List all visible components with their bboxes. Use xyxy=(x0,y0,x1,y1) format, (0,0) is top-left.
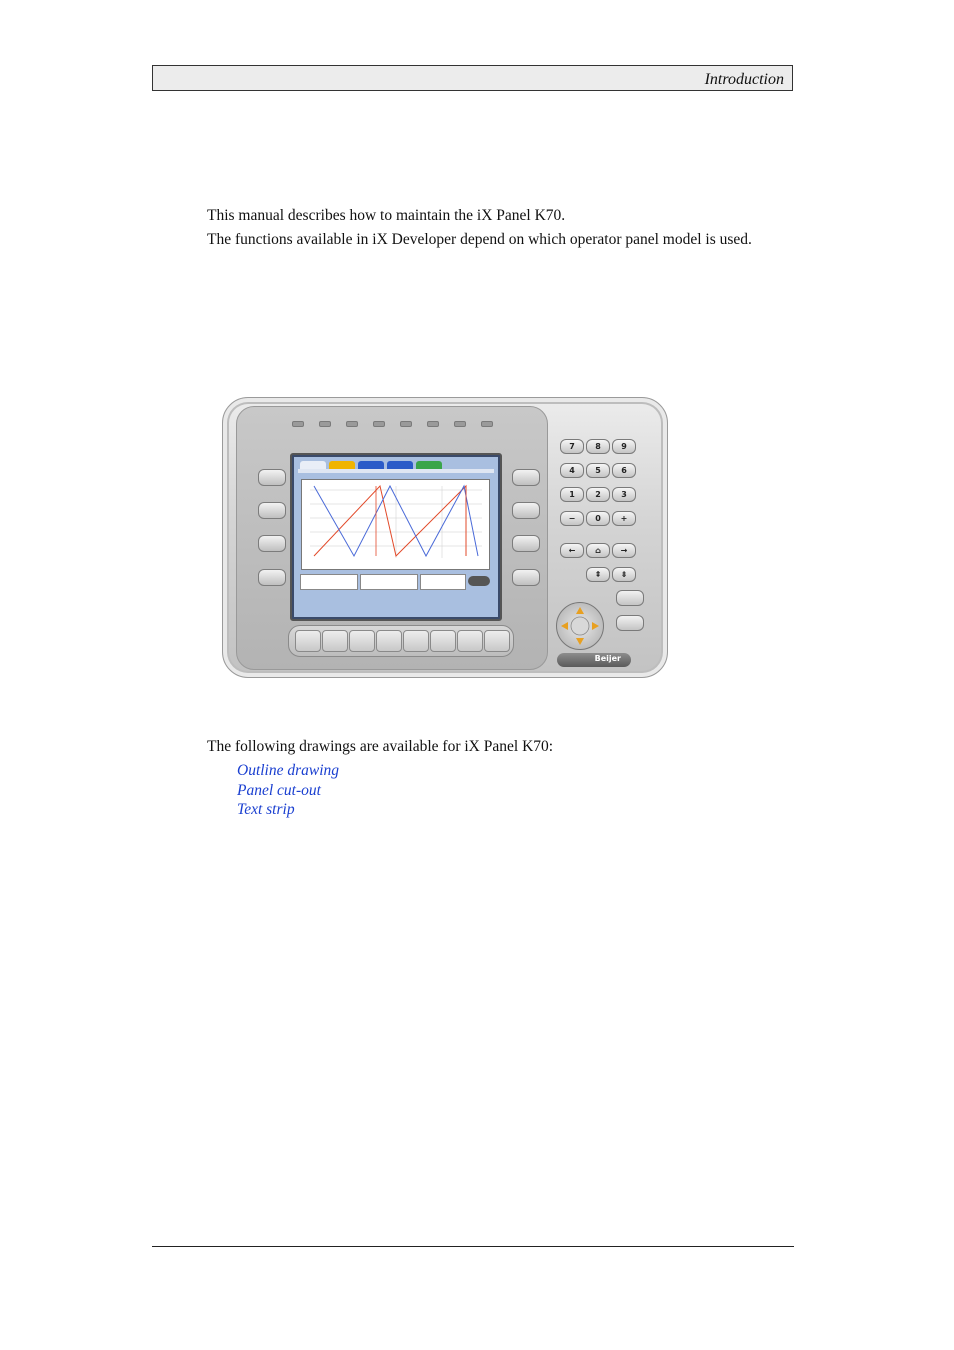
key-plus: + xyxy=(612,511,636,526)
left-function-key xyxy=(258,502,286,519)
key-page-up-icon: ⇞ xyxy=(586,567,610,582)
key-6: 6 xyxy=(612,463,636,478)
page-header xyxy=(152,65,793,91)
screen-toggle-button xyxy=(468,576,490,586)
status-led xyxy=(427,421,439,427)
bottom-function-key xyxy=(322,630,348,652)
left-function-key xyxy=(258,569,286,586)
key-9: 9 xyxy=(612,439,636,454)
key-1: 1 xyxy=(560,487,584,502)
right-function-key xyxy=(512,502,540,519)
screen-tab xyxy=(387,461,413,469)
key-7: 7 xyxy=(560,439,584,454)
trend-curves xyxy=(302,480,489,569)
curve-info-box xyxy=(300,574,358,590)
footer-rule xyxy=(152,1246,794,1247)
status-led xyxy=(319,421,331,427)
screen-toolbar xyxy=(298,469,494,473)
bottom-function-key xyxy=(403,630,429,652)
screen-tab xyxy=(300,461,326,469)
key-3: 3 xyxy=(612,487,636,502)
screen-tab xyxy=(329,461,355,469)
trend-plot xyxy=(301,479,490,570)
bottom-function-key xyxy=(295,630,321,652)
escape-key xyxy=(616,615,644,631)
link-text-strip[interactable]: Text strip xyxy=(237,801,295,818)
key-left-arrow-icon: ← xyxy=(560,543,584,558)
key-2: 2 xyxy=(586,487,610,502)
logo-text: Beijer xyxy=(594,654,621,663)
navigation-pad xyxy=(556,602,604,650)
status-led xyxy=(346,421,358,427)
curve-info-box xyxy=(360,574,418,590)
right-function-key xyxy=(512,535,540,552)
left-function-key xyxy=(258,469,286,486)
bottom-function-key xyxy=(376,630,402,652)
display-screen xyxy=(294,457,498,617)
intro-paragraph-1: This manual describes how to maintain the iX Panel K70. xyxy=(207,207,566,224)
right-function-key xyxy=(512,469,540,486)
bottom-function-bar xyxy=(288,625,514,657)
link-panel-cut-out[interactable]: Panel cut-out xyxy=(237,781,321,799)
key-4: 4 xyxy=(560,463,584,478)
status-led xyxy=(400,421,412,427)
status-led xyxy=(481,421,493,427)
status-led xyxy=(454,421,466,427)
screen-tab xyxy=(416,461,442,469)
key-0: 0 xyxy=(586,511,610,526)
curve-info-box xyxy=(420,574,466,590)
status-led xyxy=(373,421,385,427)
intro-paragraph-2: The functions available in iX Developer depend on which operator panel model is used. xyxy=(207,231,752,248)
enter-key xyxy=(616,590,644,606)
navigation-arrows-icon xyxy=(557,603,603,649)
bottom-function-key xyxy=(484,630,510,652)
bottom-function-key xyxy=(349,630,375,652)
status-led xyxy=(292,421,304,427)
right-function-key xyxy=(512,569,540,586)
key-page-down-icon: ⇟ xyxy=(612,567,636,582)
left-function-key xyxy=(258,535,286,552)
drawings-link-list xyxy=(237,761,339,820)
screen-tab xyxy=(358,461,384,469)
numeric-keypad xyxy=(544,427,648,662)
bottom-function-key xyxy=(457,630,483,652)
ix-panel-k70-image xyxy=(222,397,668,678)
drawings-paragraph: The following drawings are available for iX Panel K70: xyxy=(207,738,554,755)
header-title: Introduction xyxy=(704,71,784,88)
key-right-arrow-icon: → xyxy=(612,543,636,558)
beijer-logo xyxy=(557,653,631,667)
key-minus: − xyxy=(560,511,584,526)
panel-display xyxy=(290,453,502,621)
bottom-function-key xyxy=(430,630,456,652)
key-5: 5 xyxy=(586,463,610,478)
key-home-icon: ⌂ xyxy=(586,543,610,558)
key-8: 8 xyxy=(586,439,610,454)
link-outline-drawing[interactable]: Outline drawing xyxy=(237,762,340,779)
